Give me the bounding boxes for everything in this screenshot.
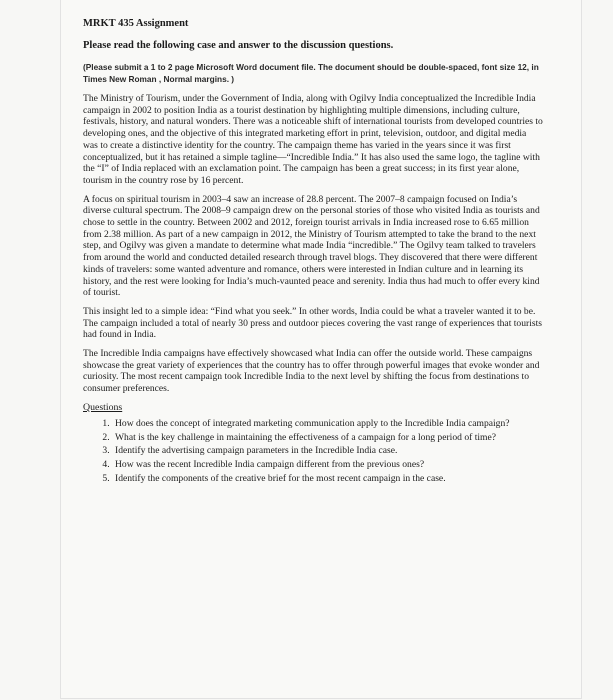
question-item-2: 2. What is the key challenge in maintaining the effectiveness of a campaign for a long period of time?: [112, 432, 543, 444]
question-item-5: 5. Identify the components of the creative brief for the most recent campaign in the case.: [112, 473, 543, 485]
question-item-1: 1. How does the concept of integrated marketing communication apply to the Incredible India campaign?: [112, 418, 543, 430]
case-paragraph-1: The Ministry of Tourism, under the Government of India, along with Ogilvy India conceptualized the Incredible India campaign in 2002 to position India as a tourist destination by highlighting multiple dimensions, including culture, festivals, history, and natural wonders. There was a noticeable shift of international tourists from developed countries to developing ones, and the objective of this integrated marketing effort in print, television, outdoor, and digital media was to create a distinctive identity for the country. The campaign theme has varied in the years since it was first conceptualized, but it has retained a simple tagline—“Incredible India.” It has also used the same logo, the tagline with the “I” of India replaced with an exclamation point. The campaign has been a great success; in its first year alone, tourism in the country rose by 16 percent.: [83, 93, 543, 186]
document-content: [83, 17, 543, 486]
assignment-title: MRKT 435 Assignment: [83, 18, 189, 29]
case-paragraph-3: This insight led to a simple idea: “Find what you seek.” In other words, India could be what a traveler wanted it to be. The campaign included a total of nearly 30 press and outdoor pieces covering the vast range of experiences that tourists had found in India.: [83, 305, 543, 341]
case-paragraph-4: The Incredible India campaigns have effectively showcased what India can offer the outside world. These campaigns showcase the great variety of experiences that the country has to offer through powerful images that evoke wonder and curiosity. The most recent campaign took Incredible India to the next level by shifting the focus from destinations to consumer preferences.: [83, 348, 540, 395]
case-paragraph-2: A focus on spiritual tourism in 2003–4 saw an increase of 28.8 percent. The 2007–8 campaign focused on India’s diverse cultural spectrum. The 2008–9 campaign drew on the personal stories of those who visited India as tourists and chose to settle in the country. Between 2002 and 2012, foreign tourist arrivals in India increased rose to 6.65 million from 2.38 million. As part of a new campaign in 2012, the Ministry of Tourism attempted to take the brand to the next step, and Ogilvy was given a mandate to determine what made India “incredible.” The Ogilvy team talked to travelers from around the world and conducted detailed research through travel blogs. They discovered that there were different kinds of travelers: some wanted adventure and romance, others were interested in Indian culture and in learning its history, and the rest were looking for India’s much-vaunted peace and serenity. India thus had much to offer every kind of tourist.: [83, 193, 540, 299]
submission-instructions: (Please submit a 1 to 2 page Microsoft Word document file. The document should be double-spaced, font size 12, in Times New Roman , Normal margins. ): [83, 62, 539, 84]
question-item-4: 4. How was the recent Incredible India campaign different from the previous ones?: [112, 459, 543, 471]
questions-heading: Questions: [83, 401, 123, 413]
questions-list: [83, 418, 543, 485]
assignment-subtitle: Please read the following case and answer to the discussion questions.: [83, 40, 394, 51]
question-item-3: 3. Identify the advertising campaign parameters in the Incredible India case.: [112, 445, 543, 457]
